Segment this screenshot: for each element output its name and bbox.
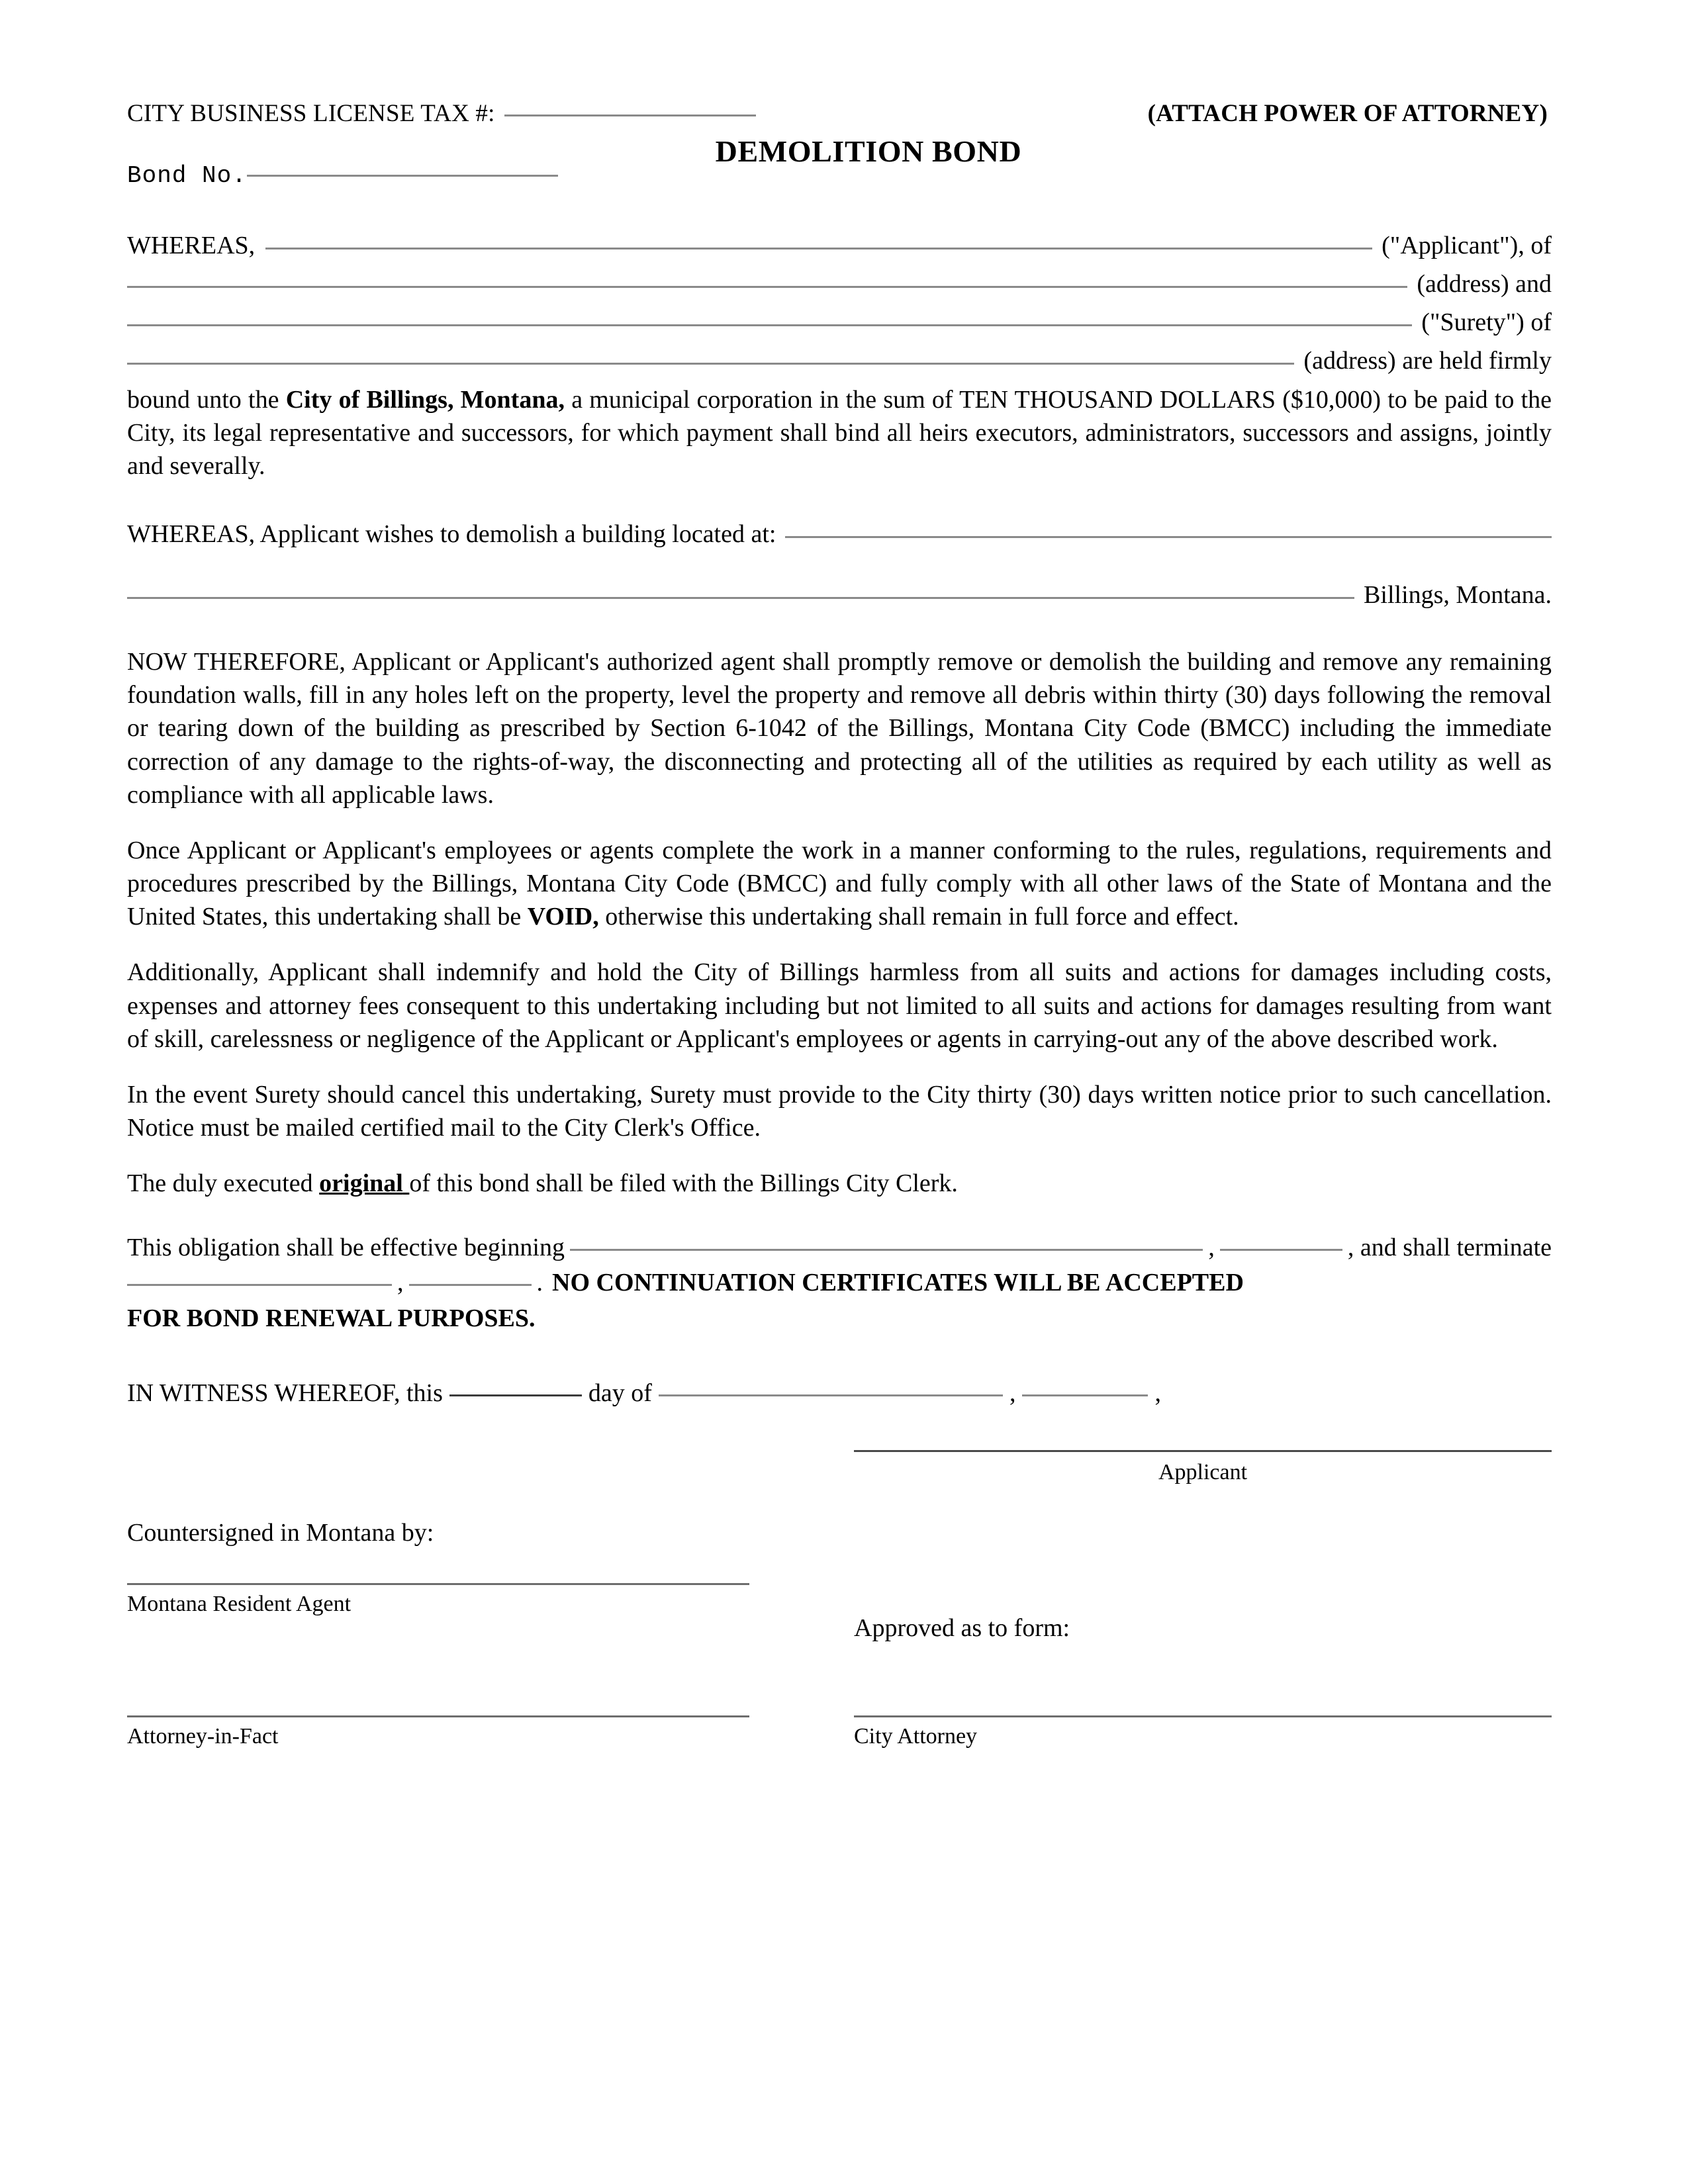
duly-executed-paragraph — [127, 1167, 1552, 1200]
bound-unto-paragraph — [127, 383, 1552, 482]
billings-montana-label: Billings, Montana. — [1364, 581, 1552, 610]
applicant-signature-caption: Applicant — [1158, 1459, 1248, 1484]
witness-month-input-line[interactable] — [659, 1394, 1003, 1396]
surety-caption-label: ("Surety") of — [1421, 308, 1552, 337]
witness-year-input-line[interactable] — [1022, 1394, 1148, 1396]
surety-address-input-line[interactable] — [127, 363, 1294, 365]
once-applicant-text-pre: Once Applicant or Applicant's employees or agents complete the work in a manner conforming to the rules, regulations, requirements and procedures prescribed by the Billings, Montana City Code (BMCC) and fully comply with all other laws of the State of Montana and the United States, this undertaking shall be — [127, 836, 1552, 931]
bound-text-pre: bound unto the — [127, 385, 286, 414]
approved-as-to-form-column — [854, 1583, 1552, 1643]
original-trailing-space — [403, 1169, 410, 1197]
witness-day-input-line[interactable] — [449, 1394, 582, 1396]
day-of-label: day of — [588, 1379, 652, 1407]
attach-power-of-attorney-note: (ATTACH POWER OF ATTORNEY) — [1147, 100, 1548, 127]
applicant-address-caption-label: (address) and — [1417, 270, 1552, 298]
witness-trailing-comma: , — [1154, 1379, 1161, 1407]
bond-number-input-line[interactable] — [247, 175, 558, 177]
demolition-location-row — [127, 520, 1552, 549]
bond-number-label: Bond No. — [127, 162, 247, 189]
surety-address-caption-label: (address) are held firmly — [1303, 347, 1552, 375]
layout-spacer-2 — [749, 1715, 854, 1749]
whereas-surety-address-row — [127, 344, 1552, 377]
obligation-term-block — [127, 1230, 1552, 1336]
document-content — [127, 99, 1552, 1749]
document-header — [127, 99, 1552, 189]
demolish-location-label: WHEREAS, Applicant wishes to demolish a building located at: — [127, 520, 776, 549]
whereas-surety-row — [127, 306, 1552, 339]
applicant-name-input-line[interactable] — [265, 248, 1372, 250]
city-attorney-column — [854, 1715, 1552, 1749]
and-shall-terminate-label: , and shall terminate — [1347, 1234, 1552, 1262]
once-applicant-paragraph — [127, 834, 1552, 933]
surety-name-input-line[interactable] — [127, 324, 1412, 326]
countersigned-label: Countersigned in Montana by: — [127, 1518, 434, 1547]
effective-date-input-line[interactable] — [570, 1249, 1203, 1251]
montana-resident-agent-caption: Montana Resident Agent — [127, 1591, 352, 1616]
whereas-lead-label: WHEREAS, — [127, 232, 256, 259]
layout-spacer — [749, 1583, 854, 1643]
city-attorney-caption: City Attorney — [854, 1723, 978, 1749]
license-tax-label: CITY BUSINESS LICENSE TAX #: — [127, 100, 495, 127]
whereas-applicant-row — [127, 229, 1552, 262]
obligation-terminate-row — [127, 1265, 1552, 1300]
effective-beginning-label: This obligation shall be effective beginning — [127, 1234, 565, 1262]
demolition-address-input-line-2[interactable] — [127, 597, 1354, 599]
surety-cancellation-paragraph: In the event Surety should cancel this undertaking, Surety must provide to the City thirty (30) days written notice prior to such cancellation. Notice must be mailed certified mail to the City Clerk's Office. — [127, 1080, 1552, 1142]
attorney-signature-row — [127, 1715, 1552, 1749]
no-continuation-line-2: FOR BOND RENEWAL PURPOSES. — [127, 1304, 536, 1332]
license-tax-input-line[interactable] — [504, 114, 756, 116]
no-continuation-line-1: NO CONTINUATION CERTIFICATES WILL BE ACCEPTED — [552, 1269, 1244, 1297]
applicant-caption-label: ("Applicant"), of — [1382, 232, 1552, 259]
billings-montana-row — [127, 580, 1552, 610]
void-bold-text: VOID, — [527, 903, 599, 931]
terminate-date-input-line[interactable] — [127, 1284, 392, 1286]
no-continuation-row-2 — [127, 1301, 1552, 1336]
witness-comma: , — [1009, 1379, 1016, 1407]
page-title: DEMOLITION BOND — [715, 134, 1022, 168]
whereas-parties-block — [127, 229, 1552, 482]
terminate-year-input-line[interactable] — [409, 1284, 532, 1286]
terminate-period: . — [536, 1269, 543, 1297]
effective-year-input-line[interactable] — [1220, 1249, 1342, 1251]
in-witness-whereof-label: IN WITNESS WHEREOF, this — [127, 1379, 443, 1407]
demolition-address-input-line[interactable] — [785, 536, 1552, 538]
now-therefore-paragraph: NOW THEREFORE, Applicant or Applicant's authorized agent shall promptly remove or demolish the building and remove any remaining foundation walls, fill in any holes left on the property, level the property and remove all debris within thirty (30) days following the removal or tearing down of the building as prescribed by Section 6-1042 of the Billings, Montana City Code (BMCC) including the immediate correction of any damage to the rights-of-way, the disconnecting and protecting all of the utilities as required by each utility as well as compliance with all applicable laws. — [127, 648, 1552, 809]
approved-as-to-form-label: Approved as to form: — [854, 1614, 1070, 1642]
effective-comma: , — [1208, 1234, 1215, 1262]
bound-text-post: a municipal corporation in the sum of TEN THOUSAND DOLLARS ($10,000) to be paid to the City, its legal representative and successors, for which payment shall bind all heirs executors, administrators, successors and assigns, jointly and severally. — [127, 385, 1552, 480]
additionally-indemnify-paragraph: Additionally, Applicant shall indemnify and hold the City of Billings harmless from all suits and actions for damages including costs, expenses and attorney fees consequent to this undertaking including but not limited to all suits and actions for damages resulting from want of skill, carelessness or negligence of the Applicant or Applicant's employees or agents in carrying-out any of the above described work. — [127, 958, 1552, 1053]
applicant-address-input-line[interactable] — [127, 286, 1407, 288]
attorney-in-fact-column — [127, 1715, 749, 1749]
resident-agent-row — [127, 1583, 1552, 1643]
original-emphasis: original — [319, 1169, 403, 1198]
whereas-applicant-address-row — [127, 267, 1552, 300]
in-witness-whereof-row — [127, 1379, 1552, 1408]
duly-executed-post: of this bond shall be filed with the Billings City Clerk. — [409, 1169, 958, 1198]
attorney-in-fact-caption: Attorney-in-Fact — [127, 1723, 279, 1749]
duly-executed-pre: The duly executed — [127, 1169, 320, 1198]
applicant-signature-block — [854, 1450, 1552, 1485]
resident-agent-column — [127, 1583, 749, 1643]
once-applicant-text-post: otherwise this undertaking shall remain in full force and effect. — [598, 903, 1239, 931]
city-of-billings-bold: City of Billings, Montana, — [285, 385, 565, 414]
license-tax-row — [127, 99, 1552, 128]
terminate-comma: , — [397, 1269, 404, 1297]
obligation-effective-row — [127, 1230, 1552, 1265]
